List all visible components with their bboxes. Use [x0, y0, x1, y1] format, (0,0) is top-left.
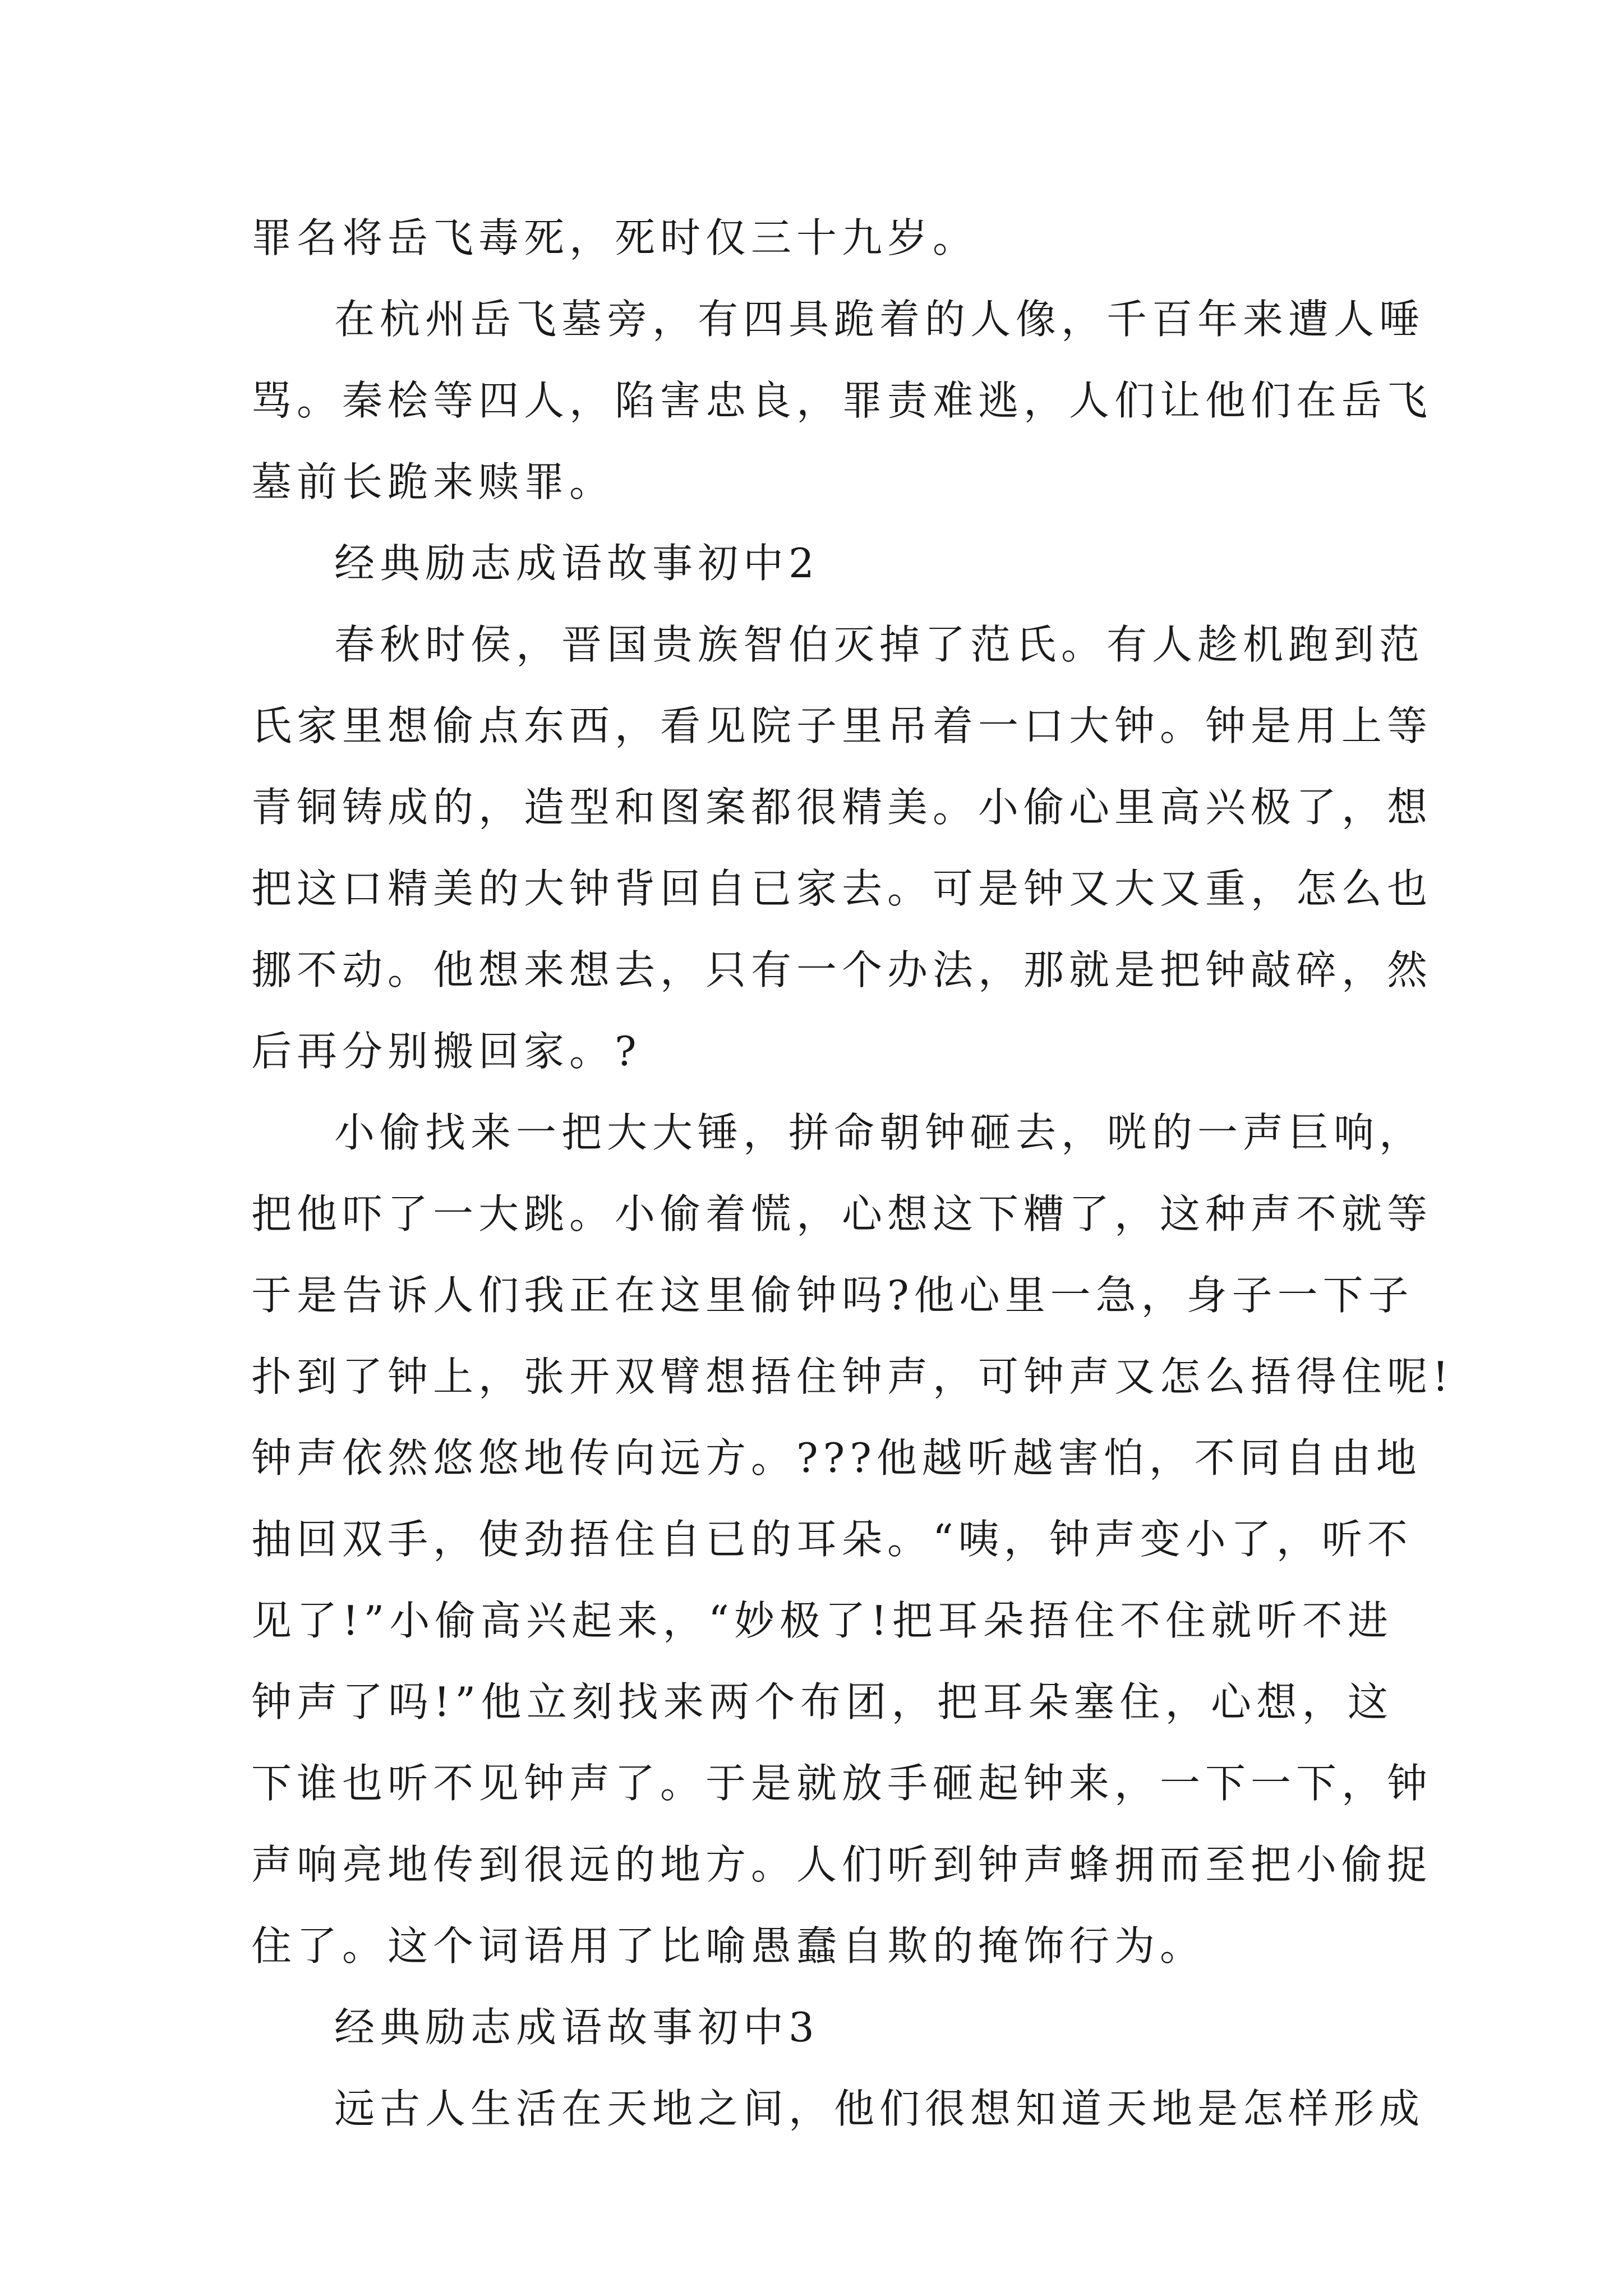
- document-page: [251, 197, 1454, 2150]
- paragraph-line: 远古人生活在天地之间，他们很想知道天地是怎样形成: [334, 2085, 1425, 2132]
- paragraph-line: 挪不动。他想来想去，只有一个办法，那就是把钟敲碎，然: [251, 946, 1433, 993]
- paragraph-line: 下谁也听不见钟声了。于是就放手砸起钟来，一下一下，钟: [251, 1760, 1433, 1807]
- paragraph-line: 罪名将岳飞毒死，死时仅三十九岁。: [251, 214, 979, 261]
- section-heading: 经典励志成语故事初中3: [334, 2004, 819, 2051]
- paragraph-line: 声响亮地传到很远的地方。人们听到钟声蜂拥而至把小偷捉: [251, 1841, 1433, 1888]
- paragraph-line: 小偷找来一把大大锤，拼命朝钟砸去，咣的一声巨响，: [334, 1109, 1425, 1156]
- paragraph-line: 把他吓了一大跳。小偷着慌，心想这下糟了，这种声不就等: [251, 1190, 1433, 1237]
- paragraph-line: 后再分别搬回家。?: [251, 1028, 642, 1075]
- paragraph-line: 青铜铸成的，造型和图案都很精美。小偷心里高兴极了，想: [251, 784, 1433, 831]
- paragraph-line: 在杭州岳飞墓旁，有四具跪着的人像，千百年来遭人唾: [334, 296, 1425, 343]
- section-heading: 经典励志成语故事初中2: [334, 540, 819, 587]
- paragraph-line: 春秋时侯，晋国贵族智伯灭掉了范氏。有人趁机跑到范: [334, 621, 1425, 668]
- paragraph-line: 住了。这个词语用了比喻愚蠢自欺的掩饰行为。: [251, 1922, 1206, 1970]
- paragraph-line: 抽回双手，使劲捂住自已的耳朵。“咦，钟声变小了，听不: [251, 1516, 1413, 1563]
- paragraph-line: 氏家里想偷点东西，看见院子里吊着一口大钟。钟是用上等: [251, 702, 1433, 749]
- paragraph-line: 钟声依然悠悠地传向远方。???他越听越害怕，不同自由地: [251, 1434, 1422, 1481]
- paragraph-line: 见了!”小偷高兴起来，“妙极了!把耳朵捂住不住就听不进: [251, 1597, 1393, 1644]
- paragraph-line: 把这口精美的大钟背回自已家去。可是钟又大又重，怎么也: [251, 865, 1433, 912]
- paragraph-line: 骂。秦桧等四人，陷害忠良，罪责难逃，人们让他们在岳飞: [251, 377, 1433, 424]
- paragraph-line: 扑到了钟上，张开双臂想捂住钟声，可钟声又怎么捂得住呢!: [251, 1353, 1454, 1400]
- paragraph-line: 于是告诉人们我正在这里偷钟吗?他心里一急，身子一下子: [251, 1272, 1414, 1319]
- paragraph-line: 墓前长跪来赎罪。: [251, 458, 615, 505]
- paragraph-line: 钟声了吗!”他立刻找来两个布团，把耳朵塞住，心想，这: [251, 1678, 1393, 1726]
